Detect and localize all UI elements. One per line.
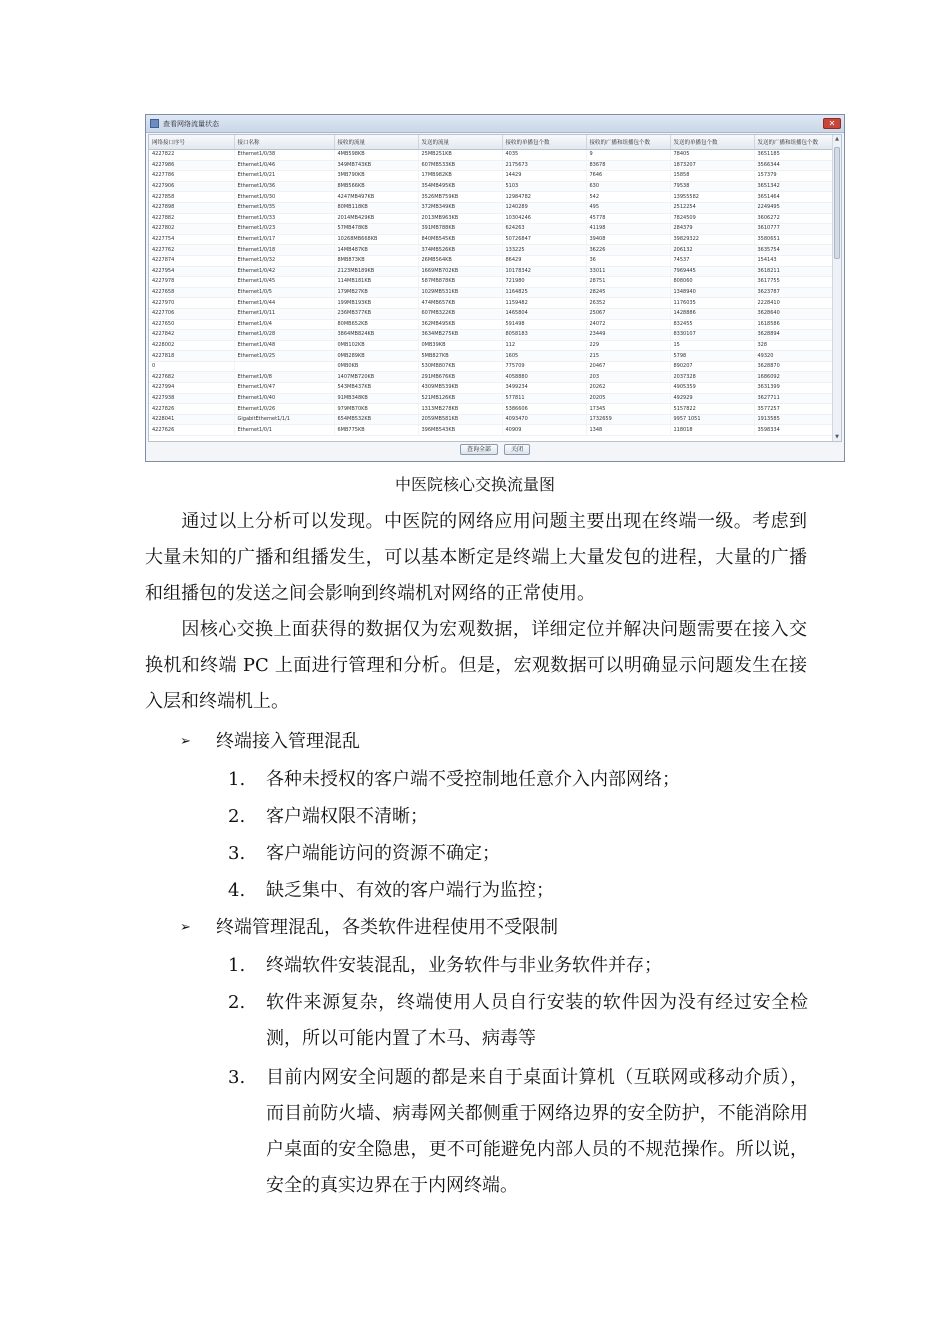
table-cell: 832455	[670, 319, 754, 330]
table-cell: 1605	[502, 351, 586, 362]
table-cell: 1240289	[502, 202, 586, 213]
table-cell: 39408	[586, 234, 670, 245]
table-cell: 3617755	[754, 277, 833, 288]
table-cell: 74537	[670, 255, 754, 266]
table-cell: 5386606	[502, 404, 586, 415]
table-cell: 0MB102KB	[334, 340, 418, 351]
section-1-heading: ➢ 终端接入管理混乱	[180, 724, 360, 760]
column-header[interactable]: 发送的流量	[418, 135, 502, 150]
table-cell: 7646	[586, 171, 670, 182]
table-row[interactable]	[149, 202, 833, 213]
table-cell: 5798	[670, 351, 754, 362]
table-cell: 587MB878KB	[418, 277, 502, 288]
table-cell: 8330107	[670, 330, 754, 341]
table-cell: Ethernet1/0/46	[234, 160, 334, 171]
table-cell: 0	[149, 361, 234, 372]
table-cell: 25067	[586, 308, 670, 319]
table-cell: 4227978	[149, 277, 234, 288]
table-cell: 157379	[754, 171, 833, 182]
table-cell: Ethernet1/0/38	[234, 150, 334, 161]
table-cell: 1029MB531KB	[418, 287, 502, 298]
table-cell: 25MB251KB	[418, 150, 502, 161]
window-title: 查看网络流量状态	[163, 119, 219, 128]
table-cell: 2013MB963KB	[418, 213, 502, 224]
table-cell: 2059MB581KB	[418, 414, 502, 425]
table-cell: 20262	[586, 383, 670, 394]
arrow-bullet-icon: ➢	[180, 920, 191, 935]
table-cell: 4035	[502, 150, 586, 161]
table-cell: 3864MB824KB	[334, 330, 418, 341]
table-cell: Ethernet1/0/30	[234, 192, 334, 203]
table-cell: Ethernet1/0/28	[234, 330, 334, 341]
table-cell: 20205	[586, 393, 670, 404]
table-cell: 4MB598KB	[334, 150, 418, 161]
table-cell: 28751	[586, 277, 670, 288]
table-cell: Ethernet1/0/21	[234, 171, 334, 182]
table-cell: 203	[586, 372, 670, 383]
table-cell: 14MB487KB	[334, 245, 418, 256]
table-cell: 33011	[586, 266, 670, 277]
table-cell: 10178342	[502, 266, 586, 277]
table-cell: 492929	[670, 393, 754, 404]
table-cell: 133225	[502, 245, 586, 256]
table-cell: 17345	[586, 404, 670, 415]
table-cell: 10304246	[502, 213, 586, 224]
table-cell: 4227954	[149, 266, 234, 277]
table-cell: 4227986	[149, 160, 234, 171]
table-cell: 3628894	[754, 330, 833, 341]
table-cell: 3598334	[754, 425, 833, 436]
table-cell: 4227626	[149, 425, 234, 436]
table-cell: 4093470	[502, 414, 586, 425]
table-cell: 80MB118KB	[334, 202, 418, 213]
table-row[interactable]	[149, 255, 833, 266]
table-cell: 8058183	[502, 330, 586, 341]
table-cell: 577811	[502, 393, 586, 404]
table-cell: 1465804	[502, 308, 586, 319]
table-cell: 5157822	[670, 404, 754, 415]
column-header[interactable]: 接收的广播和组播包个数	[586, 135, 670, 150]
table-cell: 86429	[502, 255, 586, 266]
table-cell: 12984782	[502, 192, 586, 203]
traffic-table-container	[148, 134, 842, 442]
table-cell: 112	[502, 340, 586, 351]
table-row[interactable]	[149, 330, 833, 341]
table-cell: 2249495	[754, 202, 833, 213]
table-cell: Ethernet1/0/17	[234, 234, 334, 245]
table-cell: 2014MB429KB	[334, 213, 418, 224]
table-row[interactable]	[149, 245, 833, 256]
table-row[interactable]	[149, 404, 833, 415]
column-header[interactable]: 网络接口序号	[149, 135, 234, 150]
traffic-table	[149, 135, 834, 436]
scroll-down-icon[interactable]: ▼	[835, 434, 839, 440]
table-cell: 396MB543KB	[418, 425, 502, 436]
query-all-button[interactable]: 查询全部	[460, 444, 498, 455]
table-cell: 1686092	[754, 372, 833, 383]
column-header[interactable]: 发送的广播和组播包个数	[754, 135, 833, 150]
table-row[interactable]	[149, 213, 833, 224]
table-cell: 654MB532KB	[334, 414, 418, 425]
table-cell: 57MB478KB	[334, 224, 418, 235]
table-cell: Ethernet1/0/5	[234, 287, 334, 298]
scroll-up-icon[interactable]: ▲	[835, 136, 839, 142]
table-cell: 1407MB720KB	[334, 372, 418, 383]
table-cell: 4227970	[149, 298, 234, 309]
table-cell: 5MB827KB	[418, 351, 502, 362]
table-cell: 8MB566KB	[334, 181, 418, 192]
table-cell: Ethernet1/0/47	[234, 383, 334, 394]
column-header[interactable]: 接收的流量	[334, 135, 418, 150]
table-cell: 979MB70KB	[334, 404, 418, 415]
table-cell: 7824509	[670, 213, 754, 224]
table-cell: 4309MB539KB	[418, 383, 502, 394]
table-cell: 14429	[502, 171, 586, 182]
table-cell: 591498	[502, 319, 586, 330]
table-cell: Ethernet1/0/42	[234, 266, 334, 277]
table-cell: 3577257	[754, 404, 833, 415]
table-cell: 4227906	[149, 181, 234, 192]
table-cell: 4227682	[149, 372, 234, 383]
table-cell: 1669MB702KB	[418, 266, 502, 277]
table-cell: 4227822	[149, 150, 234, 161]
table-cell: 7969445	[670, 266, 754, 277]
table-cell: 4227762	[149, 245, 234, 256]
table-cell: 362MB495KB	[418, 319, 502, 330]
app-icon	[150, 119, 159, 128]
table-cell: 26MB564KB	[418, 255, 502, 266]
table-row[interactable]	[149, 361, 833, 372]
list-item: 1. 终端软件安装混乱，业务软件与非业务软件并存；	[228, 955, 662, 976]
table-cell: 13955582	[670, 192, 754, 203]
table-cell: 80MB652KB	[334, 319, 418, 330]
table-cell: 4227898	[149, 202, 234, 213]
table-cell: 215	[586, 351, 670, 362]
table-cell: 229	[586, 340, 670, 351]
paragraph-1: 通过以上分析可以发现。中医院的网络应用问题主要出现在终端一级。考虑到大量未知的广播和组播发生，可以基本断定是终端上大量发包的进程，大量的广播和组播包的发送之间会影响到终端机对网络的正常使用。	[145, 511, 807, 604]
table-cell: Ethernet1/0/8	[234, 372, 334, 383]
table-cell: Ethernet1/0/4	[234, 319, 334, 330]
table-cell: Ethernet1/0/1	[234, 425, 334, 436]
table-cell: 374MB526KB	[418, 245, 502, 256]
table-cell: 4227858	[149, 192, 234, 203]
table-cell: 236MB377KB	[334, 308, 418, 319]
table-cell: 4227786	[149, 171, 234, 182]
table-cell: 3610777	[754, 224, 833, 235]
table-cell: 45778	[586, 213, 670, 224]
table-cell: 4227994	[149, 383, 234, 394]
table-cell: 2037328	[670, 372, 754, 383]
table-cell: 4227818	[149, 351, 234, 362]
table-cell: 50726847	[502, 234, 586, 245]
table-cell: 630	[586, 181, 670, 192]
table-cell: 607MB322KB	[418, 308, 502, 319]
table-cell: 3618211	[754, 266, 833, 277]
table-row[interactable]	[149, 308, 833, 319]
table-cell: 17MB982KB	[418, 171, 502, 182]
table-cell: 808060	[670, 277, 754, 288]
table-cell: 521MB126KB	[418, 393, 502, 404]
table-cell: 4228041	[149, 414, 234, 425]
table-cell: 607MB533KB	[418, 160, 502, 171]
column-header[interactable]: 接收的单播包个数	[502, 135, 586, 150]
table-cell: 3651342	[754, 181, 833, 192]
table-cell: 15	[670, 340, 754, 351]
table-cell: 1159482	[502, 298, 586, 309]
table-cell: Ethernet1/0/11	[234, 308, 334, 319]
table-cell: Ethernet1/0/45	[234, 277, 334, 288]
table-cell: 179MB27KB	[334, 287, 418, 298]
table-cell: 284379	[670, 224, 754, 235]
close-icon[interactable]: ✕	[823, 118, 841, 129]
table-cell: 1176035	[670, 298, 754, 309]
table-cell: 4227754	[149, 234, 234, 245]
table-cell: 78405	[670, 150, 754, 161]
table-cell: Ethernet1/0/32	[234, 255, 334, 266]
table-cell: 26352	[586, 298, 670, 309]
table-cell: 91MB348KB	[334, 393, 418, 404]
table-cell: 4227842	[149, 330, 234, 341]
table-cell	[234, 361, 334, 372]
table-cell: 36	[586, 255, 670, 266]
table-cell: 1348	[586, 425, 670, 436]
table-cell: 114MB181KB	[334, 277, 418, 288]
table-cell: 530MB807KB	[418, 361, 502, 372]
table-cell: 28245	[586, 287, 670, 298]
button-bar	[146, 444, 844, 458]
table-cell: 3627711	[754, 393, 833, 404]
table-cell: 4227826	[149, 404, 234, 415]
list-item: 2. 客户端权限不清晰；	[228, 806, 428, 827]
table-cell: 4227874	[149, 255, 234, 266]
paragraph-2: 因核心交换上面获得的数据仅为宏观数据，详细定位并解决问题需要在接入交换机和终端 PC 上面进行管理和分析。但是，宏观数据可以明确显示问题发生在接入层和终端机上。	[145, 619, 807, 712]
table-cell: 624263	[502, 224, 586, 235]
table-row[interactable]	[149, 393, 833, 404]
window-titlebar	[146, 115, 844, 133]
table-cell: 4227650	[149, 319, 234, 330]
table-cell: 49320	[754, 351, 833, 362]
vertical-scrollbar[interactable]	[832, 135, 841, 441]
table-cell: 890207	[670, 361, 754, 372]
table-cell: 4227658	[149, 287, 234, 298]
table-cell: 349MB743KB	[334, 160, 418, 171]
table-cell: 3580651	[754, 234, 833, 245]
table-cell: 154143	[754, 255, 833, 266]
table-cell: Ethernet1/0/44	[234, 298, 334, 309]
table-cell: Ethernet1/0/23	[234, 224, 334, 235]
table-cell: 79538	[670, 181, 754, 192]
table-cell: 20467	[586, 361, 670, 372]
table-cell: 2175673	[502, 160, 586, 171]
table-cell: Ethernet1/0/36	[234, 181, 334, 192]
table-cell: 1732659	[586, 414, 670, 425]
table-cell: 840MB545KB	[418, 234, 502, 245]
table-cell: 372MB349KB	[418, 202, 502, 213]
table-cell: 4227938	[149, 393, 234, 404]
table-cell: 1428886	[670, 308, 754, 319]
table-cell: 4227802	[149, 224, 234, 235]
table-cell: 391MB788KB	[418, 224, 502, 235]
table-cell: Ethernet1/0/40	[234, 393, 334, 404]
table-cell: 40909	[502, 425, 586, 436]
table-cell: Ethernet1/0/25	[234, 351, 334, 362]
table-cell: 0MB0KB	[334, 361, 418, 372]
table-cell: 3499234	[502, 383, 586, 394]
table-cell: 8MB873KB	[334, 255, 418, 266]
table-cell: 4227706	[149, 308, 234, 319]
arrow-bullet-icon: ➢	[180, 734, 191, 749]
table-cell: 543MB437KB	[334, 383, 418, 394]
list-item: 2. 软件来源复杂，终端使用人员自行安装的软件因为没有经过安全检测，所以可能内置了木马、病毒等	[228, 992, 808, 1049]
table-cell: 1913585	[754, 414, 833, 425]
table-cell: 24072	[586, 319, 670, 330]
table-cell: 354MB495KB	[418, 181, 502, 192]
scrollbar-thumb[interactable]	[834, 147, 840, 259]
table-cell: 1164825	[502, 287, 586, 298]
table-row[interactable]	[149, 372, 833, 383]
table-cell: 3651464	[754, 192, 833, 203]
table-cell: 10268MB668KB	[334, 234, 418, 245]
table-row[interactable]	[149, 171, 833, 182]
table-cell: 2123MB189KB	[334, 266, 418, 277]
list-item: 1. 各种未授权的客户端不受控制地任意介入内部网络；	[228, 769, 680, 790]
table-row[interactable]	[149, 234, 833, 245]
table-cell: 3628640	[754, 308, 833, 319]
table-row[interactable]	[149, 425, 833, 436]
table-cell: 1873207	[670, 160, 754, 171]
traffic-window	[145, 114, 845, 462]
table-cell: 1348940	[670, 287, 754, 298]
table-cell: 3631399	[754, 383, 833, 394]
table-cell: 3623787	[754, 287, 833, 298]
table-row[interactable]	[149, 266, 833, 277]
table-row[interactable]	[149, 298, 833, 309]
table-cell: 291MB676KB	[418, 372, 502, 383]
table-cell: GigabitEthernet1/1/1	[234, 414, 334, 425]
table-row[interactable]	[149, 414, 833, 425]
table-cell: 4905359	[670, 383, 754, 394]
table-cell: 41198	[586, 224, 670, 235]
table-cell: 4227882	[149, 213, 234, 224]
list-item: 4. 缺乏集中、有效的客户端行为监控；	[228, 880, 554, 901]
table-cell: 199MB193KB	[334, 298, 418, 309]
table-cell: 0MB39KB	[418, 340, 502, 351]
table-cell: 495	[586, 202, 670, 213]
table-cell: Ethernet1/0/26	[234, 404, 334, 415]
table-cell: Ethernet1/0/33	[234, 213, 334, 224]
table-cell: 542	[586, 192, 670, 203]
list-item: 3. 客户端能访问的资源不确定；	[228, 843, 500, 864]
table-cell: 474MB657KB	[418, 298, 502, 309]
section-2-heading: ➢ 终端管理混乱，各类软件进程使用不受限制	[180, 910, 558, 946]
table-cell: 0MB289KB	[334, 351, 418, 362]
table-cell: 2228410	[754, 298, 833, 309]
table-cell: 3628870	[754, 361, 833, 372]
table-cell: 3635754	[754, 245, 833, 256]
table-cell: 1618586	[754, 319, 833, 330]
table-cell: 5103	[502, 181, 586, 192]
table-row[interactable]	[149, 192, 833, 203]
table-cell: 775709	[502, 361, 586, 372]
table-row[interactable]	[149, 277, 833, 288]
table-cell: 3606272	[754, 213, 833, 224]
table-cell: 4058880	[502, 372, 586, 383]
table-cell: 4247MB497KB	[334, 192, 418, 203]
table-cell: 39829322	[670, 234, 754, 245]
table-cell: 3651185	[754, 150, 833, 161]
table-row[interactable]	[149, 319, 833, 330]
table-row[interactable]	[149, 160, 833, 171]
table-cell: 9957 1051	[670, 414, 754, 425]
table-cell: Ethernet1/0/48	[234, 340, 334, 351]
table-cell: 118018	[670, 425, 754, 436]
table-cell: 206132	[670, 245, 754, 256]
table-row[interactable]	[149, 181, 833, 192]
table-cell: 2512254	[670, 202, 754, 213]
table-header-row	[149, 135, 833, 150]
table-cell: Ethernet1/0/35	[234, 202, 334, 213]
list-item: 3. 目前内网安全问题的都是来自于桌面计算机（互联网或移动介质），而目前防火墙、病毒网关都侧重于网络边界的安全防护，不能消除用户桌面的安全隐患，更不可能避免内部人员的不规范操作。所以说，安全的真实边界在于内网终端。	[228, 1067, 808, 1196]
table-cell: 721980	[502, 277, 586, 288]
table-cell: 328	[754, 340, 833, 351]
table-row[interactable]	[149, 383, 833, 394]
column-header[interactable]: 发送的单播包个数	[670, 135, 754, 150]
table-cell: 3MB790KB	[334, 171, 418, 182]
close-button[interactable]: 关闭	[504, 444, 530, 455]
table-row[interactable]	[149, 340, 833, 351]
table-cell: 83678	[586, 160, 670, 171]
table-cell: Ethernet1/0/18	[234, 245, 334, 256]
table-row[interactable]	[149, 351, 833, 362]
table-cell: 15858	[670, 171, 754, 182]
table-row[interactable]	[149, 287, 833, 298]
table-row[interactable]	[149, 150, 833, 161]
table-cell: 9	[586, 150, 670, 161]
table-cell: 3526MB759KB	[418, 192, 502, 203]
table-cell: 6MB775KB	[334, 425, 418, 436]
column-header[interactable]: 接口名称	[234, 135, 334, 150]
table-cell: 3634MB275KB	[418, 330, 502, 341]
table-cell: 1313MB278KB	[418, 404, 502, 415]
table-cell: 3566344	[754, 160, 833, 171]
table-cell: 36226	[586, 245, 670, 256]
table-cell: 23449	[586, 330, 670, 341]
table-row[interactable]	[149, 224, 833, 235]
figure-caption: 中医院核心交换流量图	[394, 475, 555, 494]
table-cell: 4228002	[149, 340, 234, 351]
